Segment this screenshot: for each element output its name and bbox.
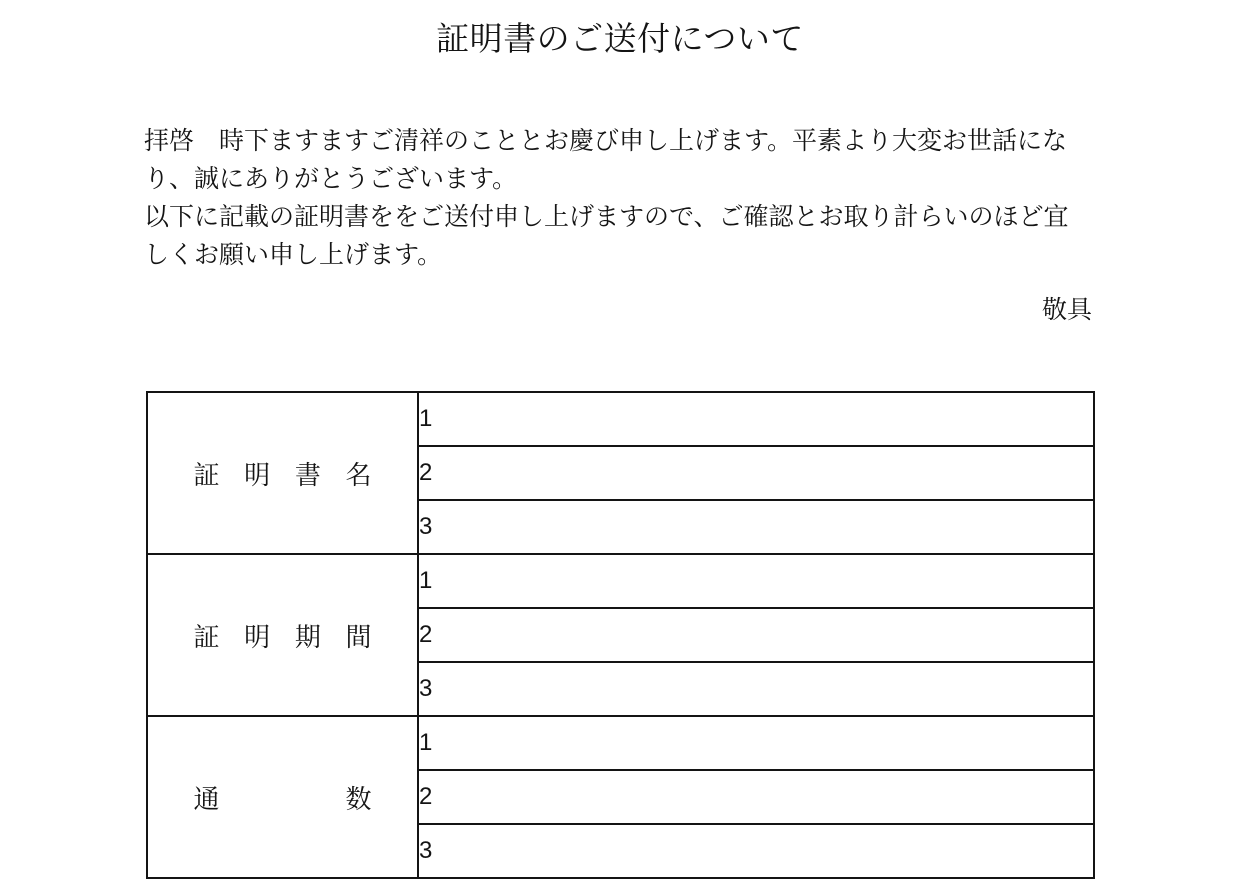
table-row bbox=[147, 716, 1094, 770]
row-number: 2 bbox=[419, 621, 433, 648]
section-header-number-of-copies bbox=[147, 716, 418, 878]
greeting-paragraph bbox=[144, 122, 1100, 274]
row-number: 1 bbox=[419, 729, 433, 756]
section-header-certification-period bbox=[147, 554, 418, 716]
body-line: り、誠にありがとうございます。 bbox=[144, 165, 518, 193]
body-line: 以下に記載の証明書ををご送付申し上げますので、ご確認とお取り計らいのほど宜 bbox=[144, 203, 1069, 231]
table-row bbox=[147, 554, 1094, 608]
table-cell bbox=[418, 716, 1094, 770]
certificate-table bbox=[146, 391, 1095, 879]
row-number: 3 bbox=[419, 675, 433, 702]
body-line: 拝啓 時下ますますご清祥のこととお慶び申し上げます。平素より大変お世話にな bbox=[144, 127, 1068, 155]
row-number: 3 bbox=[419, 513, 433, 540]
row-number: 2 bbox=[419, 783, 433, 810]
row-number: 1 bbox=[419, 567, 433, 594]
section-header-label: 証 明 期 間 bbox=[193, 621, 372, 652]
table-cell bbox=[418, 446, 1094, 500]
table-cell bbox=[418, 662, 1094, 716]
row-number: 3 bbox=[419, 837, 433, 864]
table-row bbox=[147, 392, 1094, 446]
closing-keigu: 敬具 bbox=[1041, 296, 1092, 324]
row-number: 2 bbox=[419, 459, 433, 486]
table-cell bbox=[418, 500, 1094, 554]
section-header-label: 証 明 書 名 bbox=[193, 459, 372, 490]
table-cell bbox=[418, 554, 1094, 608]
section-header-label: 通 数 bbox=[193, 783, 372, 814]
table-cell bbox=[418, 392, 1094, 446]
row-number: 1 bbox=[419, 405, 433, 432]
table-cell bbox=[418, 770, 1094, 824]
body-line: しくお願い申し上げます。 bbox=[144, 241, 443, 269]
section-header-certificate-name bbox=[147, 392, 418, 554]
table-cell bbox=[418, 824, 1094, 878]
table-cell bbox=[418, 608, 1094, 662]
document-title: 証明書のご送付について bbox=[436, 20, 804, 57]
